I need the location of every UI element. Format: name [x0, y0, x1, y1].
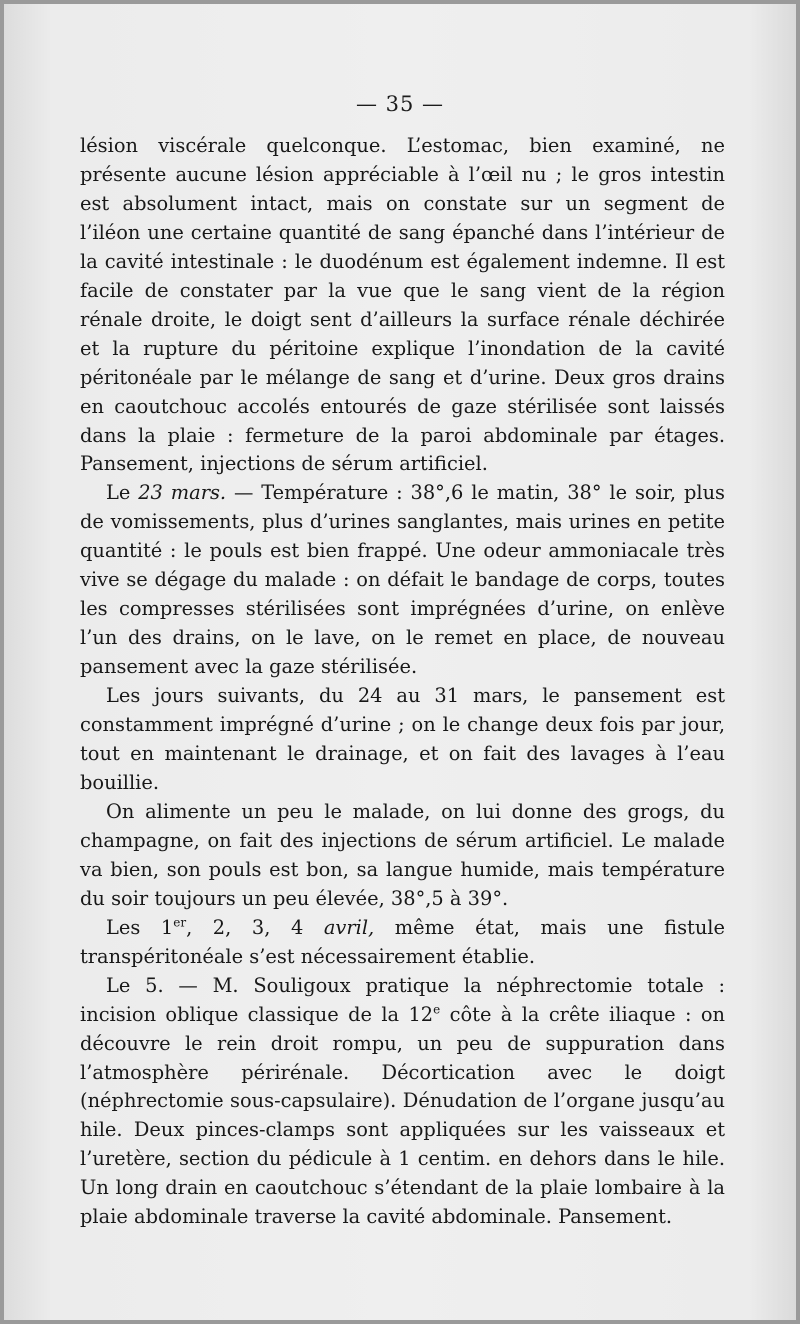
paragraph-5-lead: Les 1	[106, 915, 174, 939]
paragraph-5-text: même état, mais une fistule transpéritonéale s’est nécessairement établie.	[80, 915, 725, 968]
paragraph-2	[80, 479, 725, 682]
paragraph-6-text-b: côte à la crête iliaque : on découvre le rein droit rompu, un peu de suppuration dans l’atmosphère périrénale. Décortication avec le doigt (néphrectomie sous-capsulaire). Dénudation de l’organe jusqu’au hile. Deux pinces-clamps sont appliquées sur les vaisseaux et l’uretère, section du pédicule à 1 centim. en dehors dans le hile. Un long drain en caoutchouc s’étendant de la plaie lombaire à la plaie abdominale traverse la cavité abdominale. Pansement.	[80, 1002, 725, 1229]
paragraph-6-text-a: Le 5. — M. Souligoux pratique la néphrectomie totale : incision oblique classique de la 12	[80, 973, 725, 1026]
page-number: — 35 —	[355, 92, 445, 116]
paragraph-3: Les jours suivants, du 24 au 31 mars, le pansement est constamment imprégné d’urine ; on le change deux fois par jour, tout en maintenant le drainage, et on fait des lavages à l’eau bouillie.	[80, 684, 725, 794]
paragraph-2-text: — Température : 38°,6 le matin, 38° le soir, plus de vomissements, plus d’urines sanglantes, mais urines en petite quantité : le pouls est bien frappé. Une odeur ammoniacale très vive se dégage du malade : on défait le bandage de corps, toutes les compresses stérilisées sont imprégnées d’urine, on enlève l’un des drains, on le lave, on le remet en place, de nouveau pansement avec la gaze stérilisée.	[80, 481, 726, 679]
book-page	[4, 4, 796, 1320]
paragraph-2-lead: Le	[106, 481, 139, 505]
date-23-mars: 23 mars.	[138, 481, 227, 505]
paragraph-4: On alimente un peu le malade, on lui donne des grogs, du champagne, on fait des injections de sérum artificiel. Le malade va bien, son pouls est bon, sa langue humide, mais température du soir toujours un peu élevée, 38°,5 à 39°.	[80, 799, 725, 910]
body-text	[80, 132, 725, 1232]
paragraph-5	[80, 914, 725, 972]
date-avril: avril,	[323, 915, 375, 939]
paragraph-1: lésion viscérale quelconque. L’estomac, bien examiné, ne présente aucune lésion appréciable à l’œil nu ; le gros intestin est absolument intact, mais on constate sur un segment de l’iléon une certaine quantité de sang épanché dans l’intérieur de la cavité intestinale : le duodénum est également indemne. Il est facile de constater par la vue que le sang vient de la région rénale droite, le doigt sent d’ailleurs la surface rénale déchirée et la rupture du péritoine explique l’inondation de la cavité péritonéale par le mélange de sang et d’urine. Deux gros drains en caoutchouc accolés entourés de gaze stérilisée sont laissés dans la plaie : fermeture de la paroi abdominale par étages. Pansement, injections de sérum artificiel.	[80, 134, 725, 476]
paragraph-5-mid: , 2, 3, 4	[186, 915, 324, 939]
superscript-e: e	[433, 1002, 441, 1017]
paragraph-6	[80, 972, 725, 1233]
superscript-er: er	[173, 915, 187, 930]
